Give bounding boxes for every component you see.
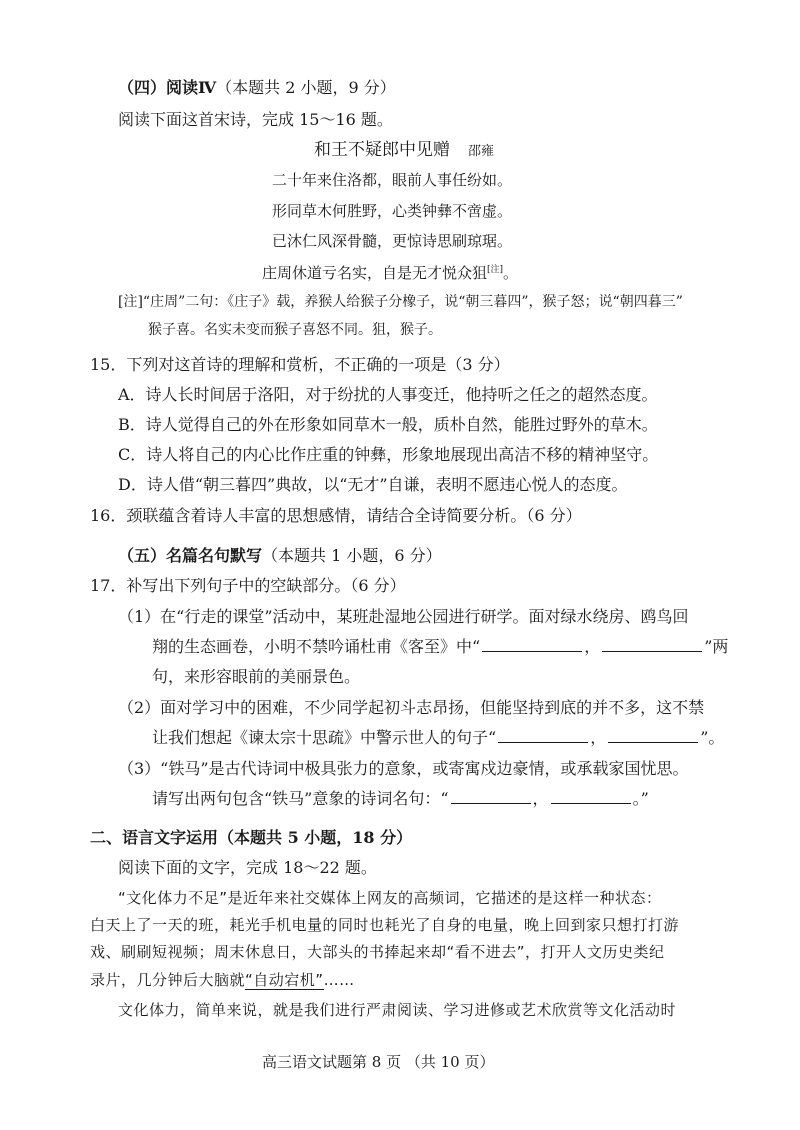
passage-line-1: “文化体力不足”是近年来社交媒体上网友的高频词，它描述的是这样一种状态： (118, 889, 662, 907)
poem-line-4: 庄周休道亏名实，自是无才悦众狙 (262, 264, 488, 282)
underlined-phrase: “自动宕机” (245, 971, 324, 989)
section4-heading-line (118, 78, 396, 98)
part2-heading: 二、语言文字运用（本题共 5 小题，18 分） (90, 828, 413, 847)
q17-p3-line1: （3）“铁马”是古代诗词中极具张力的意象，或寄寓戍边豪情，或承载家国忧思。 (118, 759, 689, 778)
q17-stem: 17．补写出下列句子中的空缺部分。（6 分） (90, 576, 406, 595)
poem-line-3: 已沐仁风深骨髓，更惊诗思刷琼琚。 (272, 232, 513, 250)
q17-p2-line1: （2）面对学习中的困难，不少同学起初斗志昂扬，但能坚持到底的并不多，这不禁 (118, 698, 705, 717)
poem-title-line (314, 140, 494, 162)
passage-line-5: 文化体力，简单来说，就是我们进行严肃阅读、学习进修或艺术欣赏等文化活动时 (118, 1001, 677, 1019)
poem-line-2: 形同草木何胜野，心类钟彝不啻虚。 (272, 202, 513, 220)
section4-heading: （四）阅读Ⅳ (118, 78, 217, 97)
q17-p1-line3: 句，来形容眼前的美丽景色。 (152, 667, 361, 686)
poem-line-1: 二十年来住洛都，眼前人事任纷如。 (272, 171, 513, 189)
section5-heading: （五）名篇名句默写 (118, 546, 263, 565)
q15-option-c: C．诗人将自己的内心比作庄重的钟彝，形象地展现出高洁不移的精神坚守。 (118, 445, 659, 464)
section4-instruction: 阅读下面这首宋诗，完成 15～16 题。 (118, 110, 393, 129)
answer-blank[interactable] (482, 637, 582, 652)
q17-p2-line2: 让我们想起《谏太宗十思疏》中警示世人的句子“ ， ”。 (152, 728, 725, 747)
answer-blank[interactable] (551, 789, 631, 804)
passage-line-3: 戏、刷刷短视频；周末休息日，大部头的书捧起来却“看不进去”，打开人文历史类纪 (90, 943, 665, 961)
page-footer: 高三语文试题第 8 页 （共 10 页） (262, 1053, 495, 1071)
section5-heading-line (118, 546, 442, 566)
poem-line-4-row: 庄周休道亏名实，自是无才悦众狙[注]。 (262, 264, 519, 282)
q15-option-b: B．诗人觉得自己的外在形象如同草木一般，质朴自然，能胜过野外的草木。 (118, 415, 658, 434)
poem-author: 邵雍 (468, 144, 495, 159)
section4-heading-note: （本题共 2 小题，9 分） (216, 78, 396, 97)
q16-stem: 16．颈联蕴含着诗人丰富的思想感情，请结合全诗简要分析。（6 分） (90, 506, 582, 525)
poem-note-marker: [注] (487, 265, 504, 275)
q17-p1-line1: （1）在“行走的课堂”活动中，某班赴湿地公园进行研学。面对绿水绕房、鸥鸟回 (118, 607, 689, 626)
q17-p3-line2: 请写出两句包含“铁马”意象的诗词名句：“ ， 。” (152, 789, 649, 808)
answer-blank[interactable] (602, 637, 702, 652)
q15-option-a: A．诗人长时间居于洛阳，对于纷扰的人事变迁，他持听之任之的超然态度。 (118, 385, 658, 404)
passage-line-2: 白天上了一天的班，耗光手机电量的同时也耗光了自身的电量，晚上回到家只想打打游 (90, 916, 680, 934)
q15-stem: 15．下列对这首诗的理解和赏析，不正确的一项是（3 分） (90, 355, 510, 374)
answer-blank[interactable] (608, 728, 698, 743)
section5-heading-note: （本题共 1 小题，6 分） (262, 546, 442, 565)
q15-option-d: D．诗人借“朝三暮四”典故，以“无才”自谦，表明不愿违心悦人的态度。 (118, 475, 628, 494)
passage-line-4: 录片，几分钟后大脑就“自动宕机”…… (90, 971, 355, 989)
poem-title: 和王不疑郎中见赠 (314, 140, 450, 160)
note-line-2: 猴子喜。名实未变而猴子喜怒不同。狙，猴子。 (148, 322, 442, 338)
q17-p1-line2: 翔的生态画卷，小明不禁吟诵杜甫《客至》中“ ， ”两 (152, 637, 729, 656)
note-line-1: [注]“庄周”二句：《庄子》载，养猴人给猴子分橡子，说“朝三暮四”，猴子怒；说“朝四暮三” (118, 294, 683, 310)
answer-blank[interactable] (498, 728, 588, 743)
answer-blank[interactable] (451, 789, 531, 804)
part2-instruction: 阅读下面的文字，完成 18～22 题。 (118, 858, 377, 877)
